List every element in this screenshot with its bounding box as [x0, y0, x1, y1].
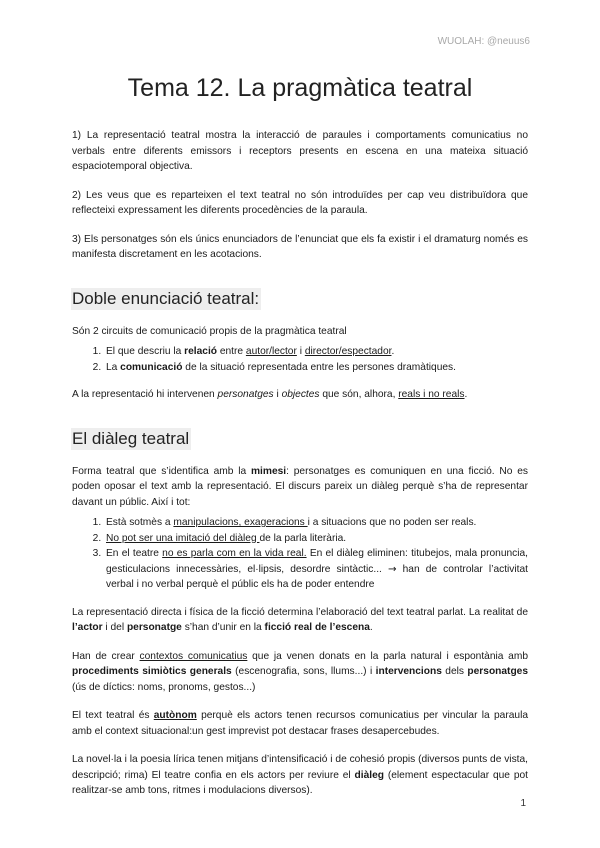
section2-paragraph-5: La novel·la i la poesia lírica tenen mitjans d’intensificació i de cohesió propis (diversos punts de vista, descripció; rima) El teatre confia en els actors per reviure el diàleg (element espectacular que pot realitzar-se amb tons, ritmes i modulacions diversos).	[72, 754, 528, 796]
list-item: 2. No pot ser una imitació del diàleg de la parla literària.	[104, 531, 528, 547]
right-arrow-icon: →	[387, 563, 397, 575]
section2-paragraph-4: El text teatral és autònom perquè els actors tenen recursos comunicatius per vincular la paraula amb el context situacional:un gest imprevist pot destacar frases desapercebudes.	[72, 710, 528, 737]
section2-list	[72, 515, 528, 593]
watermark: WUOLAH: @neuus6	[437, 36, 530, 47]
section-heading-doble-enunciacio: Doble enunciació teatral:	[72, 288, 260, 308]
list-item: 1. Està sotmès a manipulacions, exageracions i a situacions que no poden ser reals.	[104, 515, 528, 531]
section-heading-dialeg-teatral: El diàleg teatral	[72, 428, 190, 448]
section1-lead: Són 2 circuits de comunicació propis de la pragmàtica teatral	[72, 325, 347, 337]
intro-paragraph-2: 2) Les veus que es reparteixen el text teatral no són introduïdes per cap veu distribuïdora que reflecteixi expressament les diferents procedències de la paraula.	[72, 189, 528, 216]
list-item: 1. El que descriu la relació entre autor/lector i director/espectador.	[104, 344, 528, 360]
section1-list	[72, 344, 528, 375]
section2-paragraph-2: La representació directa i física de la ficció determina l’elaboració del text teatral parlat. La realitat de l’actor i del personatge s’han d’unir en la ficció real de l’escena.	[72, 606, 528, 633]
intro-paragraph-1: 1) La representació teatral mostra la interacció de paraules i comportaments comunicatius no verbals entre diferents emissors i receptors presents en escena en una mateixa situació espaciotemporal objectiva.	[72, 130, 528, 172]
section2-paragraph-1: Forma teatral que s’identifica amb la mimesi: personatges es comuniquen en una ficció. No es poden oposar el text amb la representació. El discurs pareix un diàleg perquè s’ha de representar davant un públic. Així i tot:	[72, 465, 528, 508]
page-title: Tema 12. La pragmàtica teatral	[127, 74, 473, 102]
document-body	[72, 128, 528, 812]
list-item: 3. En el teatre no es parla com en la vida real. En el diàleg eliminen: titubejos, mala pronuncia, gesticulacions innecessàries, el·lipsis, desordre sintàctic... → han de controlar l’activitat verbal i no verbal perquè el públic els ha de poder entendre	[104, 546, 528, 593]
section2-paragraph-3: Han de crear contextos comunicatius que ja venen donats en la parla natural i espontània amb procediments simiòtics generals (escenografia, sons, llums...) i intervencions dels personatges (ús de díctics: noms, pronoms, gestos...)	[72, 650, 529, 693]
section1-closing: A la representació hi intervenen personatges i objectes que són, alhora, reals i no reals.	[72, 389, 468, 400]
intro-paragraph-3: 3) Els personatges són els únics enunciadors de l’enunciat que els fa existir i el dramaturg només es manifesta discretament en les acotacions.	[72, 233, 528, 260]
page-number: 1	[520, 798, 526, 809]
list-item: 2. La comunicació de la situació representada entre les persones dramàtiques.	[104, 360, 528, 376]
